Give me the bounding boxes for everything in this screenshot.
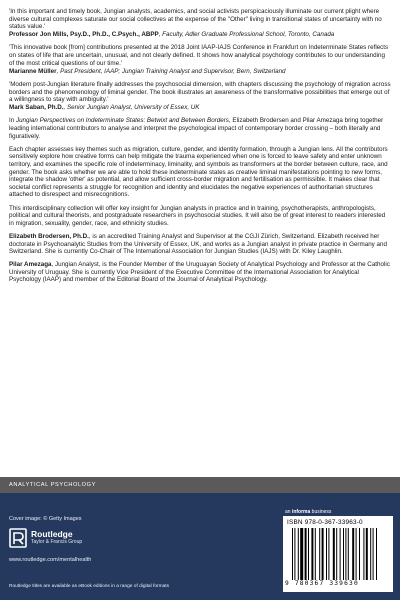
description-intro [9,117,391,140]
editor-bio-1 [9,233,391,256]
publisher-name: Routledge [31,529,73,539]
reviewer-affiliation: , Senior Jungian Analyst, University of Essex, UK [63,104,200,112]
review-1 [9,8,391,39]
barcode-bar [300,528,303,580]
review-author [9,68,391,76]
isbn-number: ISBN 978-0-367-33963-0 [287,519,363,526]
editor-name: Elizabeth Brodersen, Ph.D. [9,232,89,240]
barcode-bar [305,528,307,580]
barcode-bar [352,528,354,580]
ebook-notice: Routledge titles are available as eBook editions in a range of digital formats [9,584,169,589]
book-title: Jungian Perspectives on Indeterminate States: Betwixt and Between Borders [15,117,229,125]
barcode-bar [376,528,377,580]
publisher-group: Taylor & Francis Group [31,539,83,545]
barcode-bar [336,528,337,580]
review-quote: 'In this important and timely book, Jungian analysts, academics, and social activists perspicaciously illuminate our current plight where diverse cultural complexes saturate our social collectives at the expense of the "Other" living in transitional states of uncertainty with no status value.' [9,8,382,31]
subject-band [0,477,400,493]
audience-paragraph: This interdisciplinary collection will offer key insight for Jungian analysts in practice and in training, psychotherapists, anthropologists, political and cultural theorists, and postgraduate researchers in psychosocial studies. It will also be of great interest to readers interested in migration, sexuality, gender, race, and ethnicity studies. [9,204,386,227]
review-quote: 'Modern post-Jungian literature finally addresses the psychosocial dimension, with chapters discussing the psychology of migration across borders and the phenomenology of liminal gender. The book illustrates an awareness of the transformative possibilities that emerge out of a willingness to stay with ambiguity.' [9,80,391,104]
barcode-bar [333,528,335,580]
barcode-bar [311,528,313,580]
publisher-website[interactable]: www.routledge.com/mentalhealth [9,557,92,563]
intro-lead: In [9,117,16,125]
barcode-bar [308,528,309,580]
barcode-bar [366,528,368,580]
barcode-bar [343,528,344,580]
subject-category: ANALYTICAL PSYCHOLOGY [9,482,96,488]
barcode-bar [298,528,299,580]
barcode-bars [292,528,384,580]
barcode-bar [345,528,346,580]
review-author [9,31,391,39]
barcode-bar [328,528,329,580]
routledge-logo-icon [9,528,29,548]
barcode-bar [363,528,364,580]
barcode-bar [319,528,320,580]
editor-bio-text: , Jungian Analyst, is the Founder Member of the Uruguayan Society of Analytical Psychology and Professor at the Catholic University of Uruguay. She is currently Vice President of the Executive Committee of the International Association for Analytical Psychology (IAAP) and member of the Editorial Board of the Journal of Analytical Psychology. [9,261,390,284]
barcode-bar [356,528,357,580]
barcode-bar [370,528,371,580]
barcode-bar [292,528,293,580]
barcode-bar [359,528,360,580]
intro-rest: , Elizabeth Brodersen and Pilar Amezaga bring together leading international contributors to analyse and interpret the psychological impact of contemporary border crossing – both literally and figuratively. [9,117,384,140]
informa-tagline [285,509,331,515]
cover-image-credit: Cover image: © Getty Images [9,516,82,522]
barcode-bar [348,528,349,580]
back-cover-text [9,8,391,290]
description-paragraph: Each chapter assesses key themes such as migration, culture, gender, and identity formation, through a Jungian lens. All the contributors sensitively explore how creative forms can help mitigate the trauma experienced when one is forced to leave safety and enter unknown territory, and examines the specific role of indeterminacy, liminality, and symbols as transformers at the border between culture, race, and gender. The book asks whether we are able to hold these indeterminate states as creative liminal manifestations pointing to new forms, integrate the shadow 'other' as potential, and allow sufficient cross-border migration and fertilisation as permissible. It makes clear that societal conflict represents a struggle for recognition and identity and elucidates the negative experiences of authoritarian structures attached to disrespect and misrecognitions. [9,145,388,199]
barcode-number: 9 780367 339630 [285,580,359,587]
editor-name: Pilar Amezaga [9,261,52,269]
review-2 [9,44,391,75]
editor-bio-2 [9,261,391,284]
editor-bio-text: , is an accredited Training Analyst and Supervisor at the CGJI Zürich, Switzerland. Elizabeth received her doctorate in Psychoanalytic Studies from the University of Essex, UK, and works as a Jungian analyst in private practice in Germany and Switzerland. She is currently Co-Chair of The International Association for Jungian Studies (IAJS) with Dr. Kiley Laughlin. [9,232,387,256]
barcode-bar [340,528,341,580]
informa-tail: business [310,509,332,515]
barcode-bar [322,528,324,580]
barcode-bar [315,528,316,580]
review-3 [9,81,391,112]
informa-brand: informa [291,509,311,515]
isbn-barcode [283,516,393,592]
reviewer-name: Marianne Müller [9,67,57,75]
informa-lead: an [285,509,292,515]
review-quote: 'This innovative book [from] contributions presented at the 2018 Joint IAAP-IAJS Conference in Frankfurt on Indeterminate States reflects on states of life that are uncertain, unusual, and not clearly defined. It shows how analytical psychology contributes to our understanding of the most critical questions of our time.' [9,44,389,67]
reviewer-affiliation: , Past President, IAAP; Jungian Training Analyst and Supervisor, Bern, Switzerland [56,67,286,75]
reviewer-name: Professor Jon Mills, Psy.D., Ph.D., C.Psych., ABPP [9,31,159,39]
reviewer-affiliation: , Faculty, Adler Graduate Professional School, Toronto, Canada [158,31,335,39]
barcode-bar [294,528,295,580]
barcode-bar [373,528,374,580]
review-author [9,104,391,112]
barcode-bar [326,528,327,580]
reviewer-name: Mark Saban, Ph.D. [9,104,64,112]
